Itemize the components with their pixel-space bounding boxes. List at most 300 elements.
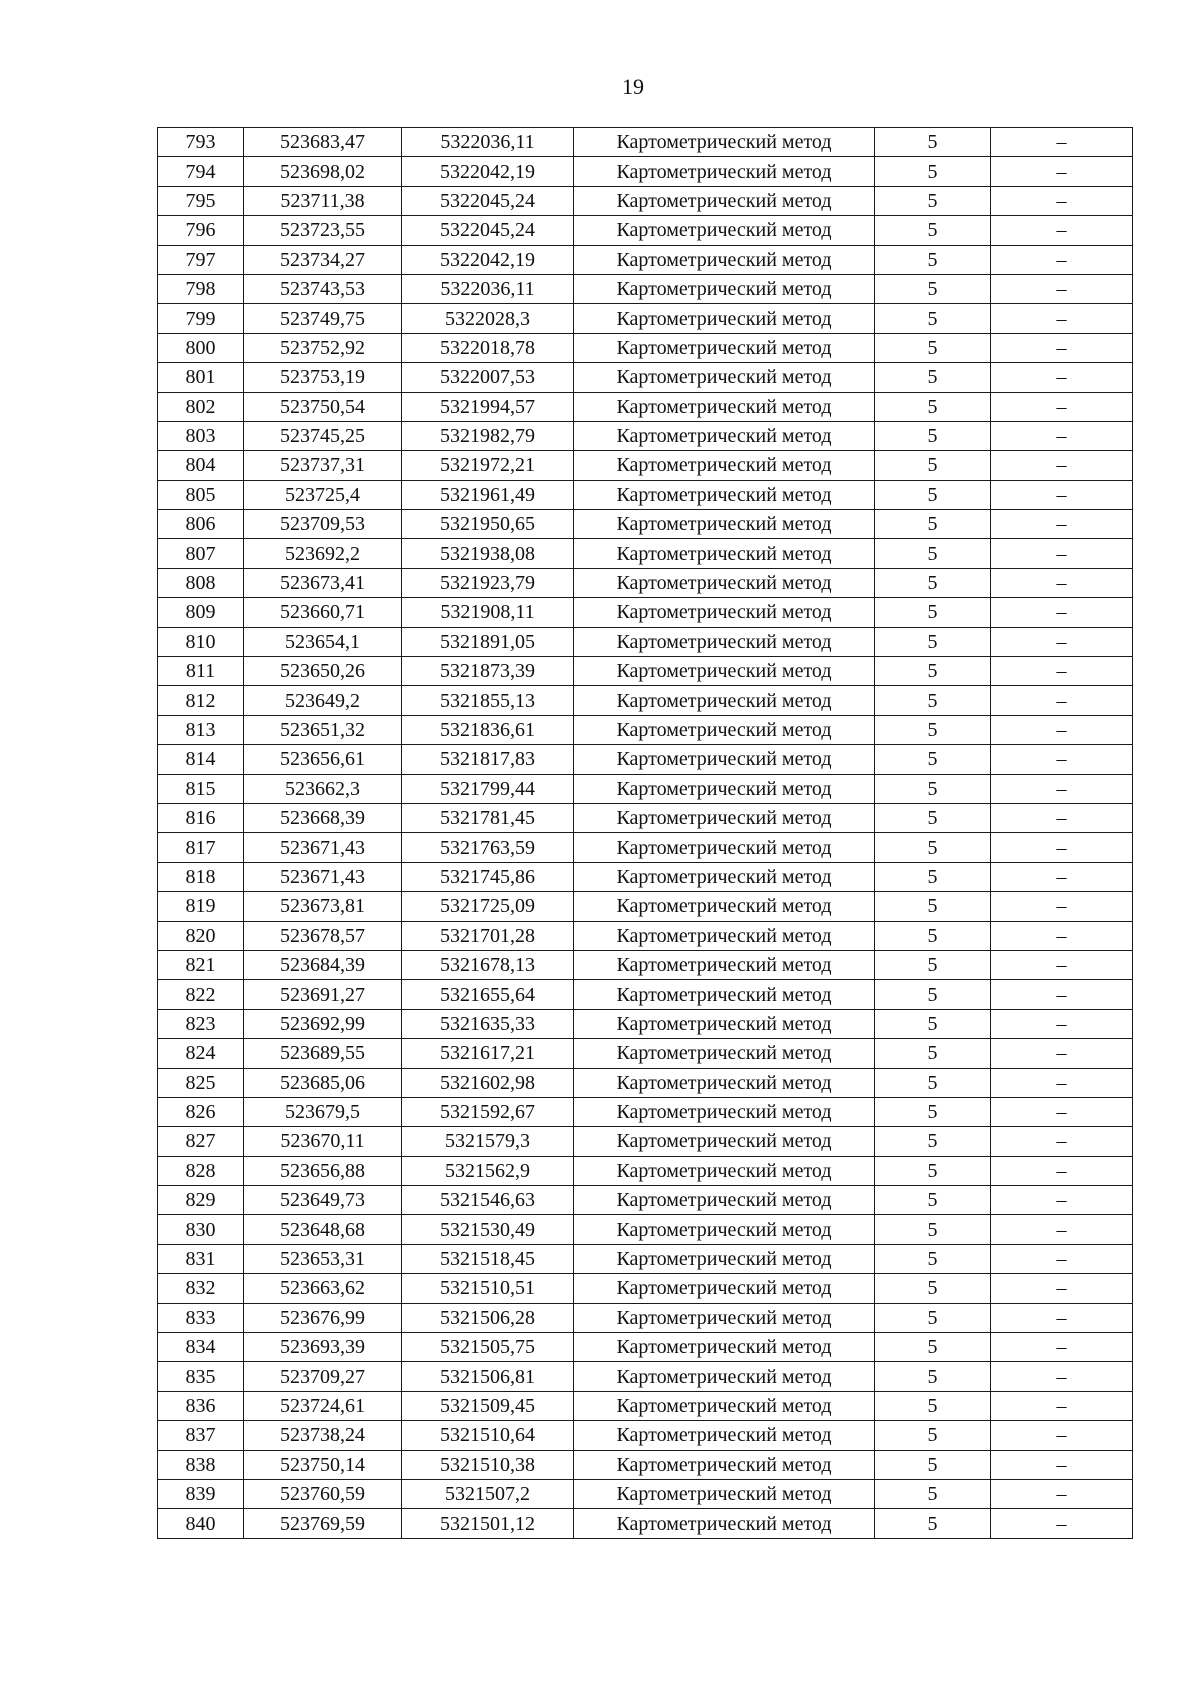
- x-coordinate-cell: 523692,99: [244, 1009, 402, 1038]
- method-cell: Картометрический метод: [574, 1303, 875, 1332]
- y-coordinate-cell: 5321579,3: [402, 1127, 574, 1156]
- x-coordinate-cell: 523650,26: [244, 657, 402, 686]
- description-cell: –: [991, 392, 1133, 421]
- description-cell: –: [991, 627, 1133, 656]
- point-number-cell: 837: [158, 1421, 244, 1450]
- point-number-cell: 813: [158, 715, 244, 744]
- y-coordinate-cell: 5321836,61: [402, 715, 574, 744]
- table-row: [158, 892, 1133, 921]
- x-coordinate-cell: 523724,61: [244, 1391, 402, 1420]
- precision-cell: 5: [875, 715, 991, 744]
- description-cell: –: [991, 568, 1133, 597]
- point-number-cell: 835: [158, 1362, 244, 1391]
- y-coordinate-cell: 5322007,53: [402, 363, 574, 392]
- method-cell: Картометрический метод: [574, 862, 875, 891]
- y-coordinate-cell: 5321518,45: [402, 1244, 574, 1273]
- point-number-cell: 804: [158, 451, 244, 480]
- y-coordinate-cell: 5322045,24: [402, 186, 574, 215]
- table-row: [158, 510, 1133, 539]
- y-coordinate-cell: 5321994,57: [402, 392, 574, 421]
- point-number-cell: 838: [158, 1450, 244, 1479]
- method-cell: Картометрический метод: [574, 186, 875, 215]
- x-coordinate-cell: 523660,71: [244, 598, 402, 627]
- x-coordinate-cell: 523656,61: [244, 745, 402, 774]
- point-number-cell: 840: [158, 1509, 244, 1538]
- y-coordinate-cell: 5321602,98: [402, 1068, 574, 1097]
- method-cell: Картометрический метод: [574, 539, 875, 568]
- table-row: [158, 333, 1133, 362]
- point-number-cell: 836: [158, 1391, 244, 1420]
- table-row: [158, 274, 1133, 303]
- description-cell: –: [991, 686, 1133, 715]
- point-number-cell: 802: [158, 392, 244, 421]
- method-cell: Картометрический метод: [574, 1509, 875, 1538]
- method-cell: Картометрический метод: [574, 627, 875, 656]
- y-coordinate-cell: 5321510,38: [402, 1450, 574, 1479]
- table-row: [158, 1303, 1133, 1332]
- table-row: [158, 774, 1133, 803]
- y-coordinate-cell: 5321592,67: [402, 1097, 574, 1126]
- point-number-cell: 814: [158, 745, 244, 774]
- description-cell: –: [991, 950, 1133, 979]
- x-coordinate-cell: 523692,2: [244, 539, 402, 568]
- method-cell: Картометрический метод: [574, 1274, 875, 1303]
- x-coordinate-cell: 523673,81: [244, 892, 402, 921]
- y-coordinate-cell: 5321510,51: [402, 1274, 574, 1303]
- y-coordinate-cell: 5321655,64: [402, 980, 574, 1009]
- y-coordinate-cell: 5321891,05: [402, 627, 574, 656]
- description-cell: –: [991, 1450, 1133, 1479]
- precision-cell: 5: [875, 1450, 991, 1479]
- point-number-cell: 829: [158, 1186, 244, 1215]
- point-number-cell: 833: [158, 1303, 244, 1332]
- description-cell: –: [991, 304, 1133, 333]
- precision-cell: 5: [875, 921, 991, 950]
- point-number-cell: 815: [158, 774, 244, 803]
- method-cell: Картометрический метод: [574, 274, 875, 303]
- x-coordinate-cell: 523691,27: [244, 980, 402, 1009]
- description-cell: –: [991, 715, 1133, 744]
- precision-cell: 5: [875, 1421, 991, 1450]
- method-cell: Картометрический метод: [574, 715, 875, 744]
- precision-cell: 5: [875, 186, 991, 215]
- table-row: [158, 1450, 1133, 1479]
- description-cell: –: [991, 1186, 1133, 1215]
- method-cell: Картометрический метод: [574, 657, 875, 686]
- method-cell: Картометрический метод: [574, 392, 875, 421]
- y-coordinate-cell: 5321725,09: [402, 892, 574, 921]
- x-coordinate-cell: 523753,19: [244, 363, 402, 392]
- page-number: 19: [622, 74, 644, 99]
- precision-cell: 5: [875, 1303, 991, 1332]
- description-cell: –: [991, 451, 1133, 480]
- point-number-cell: 828: [158, 1156, 244, 1185]
- description-cell: –: [991, 245, 1133, 274]
- description-cell: –: [991, 598, 1133, 627]
- precision-cell: 5: [875, 950, 991, 979]
- x-coordinate-cell: 523648,68: [244, 1215, 402, 1244]
- x-coordinate-cell: 523662,3: [244, 774, 402, 803]
- x-coordinate-cell: 523668,39: [244, 803, 402, 832]
- x-coordinate-cell: 523670,11: [244, 1127, 402, 1156]
- x-coordinate-cell: 523685,06: [244, 1068, 402, 1097]
- y-coordinate-cell: 5322018,78: [402, 333, 574, 362]
- description-cell: –: [991, 1127, 1133, 1156]
- table-row: [158, 1068, 1133, 1097]
- precision-cell: 5: [875, 598, 991, 627]
- y-coordinate-cell: 5321961,49: [402, 480, 574, 509]
- table-row: [158, 539, 1133, 568]
- method-cell: Картометрический метод: [574, 1479, 875, 1508]
- description-cell: –: [991, 480, 1133, 509]
- point-number-cell: 810: [158, 627, 244, 656]
- y-coordinate-cell: 5321509,45: [402, 1391, 574, 1420]
- table-row: [158, 1127, 1133, 1156]
- x-coordinate-cell: 523649,73: [244, 1186, 402, 1215]
- x-coordinate-cell: 523709,27: [244, 1362, 402, 1391]
- table-row: [158, 304, 1133, 333]
- table-row: [158, 686, 1133, 715]
- y-coordinate-cell: 5321506,81: [402, 1362, 574, 1391]
- y-coordinate-cell: 5321678,13: [402, 950, 574, 979]
- table-row: [158, 451, 1133, 480]
- precision-cell: 5: [875, 1362, 991, 1391]
- point-number-cell: 798: [158, 274, 244, 303]
- precision-cell: 5: [875, 1156, 991, 1185]
- y-coordinate-cell: 5321546,63: [402, 1186, 574, 1215]
- y-coordinate-cell: 5321510,64: [402, 1421, 574, 1450]
- x-coordinate-cell: 523745,25: [244, 421, 402, 450]
- description-cell: –: [991, 833, 1133, 862]
- x-coordinate-cell: 523723,55: [244, 216, 402, 245]
- table-row: [158, 1274, 1133, 1303]
- point-number-cell: 799: [158, 304, 244, 333]
- x-coordinate-cell: 523725,4: [244, 480, 402, 509]
- precision-cell: 5: [875, 128, 991, 157]
- precision-cell: 5: [875, 274, 991, 303]
- description-cell: –: [991, 1156, 1133, 1185]
- description-cell: –: [991, 862, 1133, 891]
- method-cell: Картометрический метод: [574, 216, 875, 245]
- description-cell: –: [991, 274, 1133, 303]
- point-number-cell: 811: [158, 657, 244, 686]
- point-number-cell: 818: [158, 862, 244, 891]
- precision-cell: 5: [875, 1333, 991, 1362]
- table-row: [158, 1244, 1133, 1273]
- table-row: [158, 657, 1133, 686]
- table-row: [158, 862, 1133, 891]
- x-coordinate-cell: 523678,57: [244, 921, 402, 950]
- table-row: [158, 1186, 1133, 1215]
- method-cell: Картометрический метод: [574, 1186, 875, 1215]
- table-row: [158, 1509, 1133, 1538]
- point-number-cell: 809: [158, 598, 244, 627]
- point-number-cell: 807: [158, 539, 244, 568]
- precision-cell: 5: [875, 627, 991, 656]
- point-number-cell: 805: [158, 480, 244, 509]
- table-row: [158, 480, 1133, 509]
- x-coordinate-cell: 523683,47: [244, 128, 402, 157]
- description-cell: –: [991, 421, 1133, 450]
- point-number-cell: 825: [158, 1068, 244, 1097]
- y-coordinate-cell: 5321507,2: [402, 1479, 574, 1508]
- description-cell: –: [991, 657, 1133, 686]
- point-number-cell: 832: [158, 1274, 244, 1303]
- y-coordinate-cell: 5321873,39: [402, 657, 574, 686]
- x-coordinate-cell: 523654,1: [244, 627, 402, 656]
- method-cell: Картометрический метод: [574, 774, 875, 803]
- point-number-cell: 803: [158, 421, 244, 450]
- table-row: [158, 1333, 1133, 1362]
- x-coordinate-cell: 523671,43: [244, 862, 402, 891]
- y-coordinate-cell: 5321923,79: [402, 568, 574, 597]
- x-coordinate-cell: 523671,43: [244, 833, 402, 862]
- description-cell: –: [991, 1303, 1133, 1332]
- method-cell: Картометрический метод: [574, 686, 875, 715]
- method-cell: Картометрический метод: [574, 1215, 875, 1244]
- description-cell: –: [991, 1333, 1133, 1362]
- x-coordinate-cell: 523679,5: [244, 1097, 402, 1126]
- point-number-cell: 820: [158, 921, 244, 950]
- description-cell: –: [991, 803, 1133, 832]
- y-coordinate-cell: 5321701,28: [402, 921, 574, 950]
- precision-cell: 5: [875, 568, 991, 597]
- x-coordinate-cell: 523750,54: [244, 392, 402, 421]
- method-cell: Картометрический метод: [574, 1333, 875, 1362]
- precision-cell: 5: [875, 892, 991, 921]
- x-coordinate-cell: 523676,99: [244, 1303, 402, 1332]
- precision-cell: 5: [875, 1039, 991, 1068]
- table-row: [158, 745, 1133, 774]
- y-coordinate-cell: 5321745,86: [402, 862, 574, 891]
- y-coordinate-cell: 5321505,75: [402, 1333, 574, 1362]
- description-cell: –: [991, 1362, 1133, 1391]
- table-row: [158, 568, 1133, 597]
- method-cell: Картометрический метод: [574, 568, 875, 597]
- x-coordinate-cell: 523749,75: [244, 304, 402, 333]
- description-cell: –: [991, 363, 1133, 392]
- table-row: [158, 363, 1133, 392]
- table-row: [158, 921, 1133, 950]
- x-coordinate-cell: 523760,59: [244, 1479, 402, 1508]
- table-row: [158, 392, 1133, 421]
- description-cell: –: [991, 157, 1133, 186]
- description-cell: –: [991, 1421, 1133, 1450]
- y-coordinate-cell: 5322036,11: [402, 274, 574, 303]
- point-number-cell: 819: [158, 892, 244, 921]
- method-cell: Картометрический метод: [574, 480, 875, 509]
- point-number-cell: 834: [158, 1333, 244, 1362]
- x-coordinate-cell: 523649,2: [244, 686, 402, 715]
- y-coordinate-cell: 5322036,11: [402, 128, 574, 157]
- method-cell: Картометрический метод: [574, 1421, 875, 1450]
- precision-cell: 5: [875, 539, 991, 568]
- x-coordinate-cell: 523743,53: [244, 274, 402, 303]
- point-number-cell: 821: [158, 950, 244, 979]
- y-coordinate-cell: 5321908,11: [402, 598, 574, 627]
- description-cell: –: [991, 921, 1133, 950]
- table-row: [158, 1391, 1133, 1420]
- precision-cell: 5: [875, 686, 991, 715]
- description-cell: –: [991, 1068, 1133, 1097]
- precision-cell: 5: [875, 745, 991, 774]
- method-cell: Картометрический метод: [574, 157, 875, 186]
- precision-cell: 5: [875, 803, 991, 832]
- y-coordinate-cell: 5321950,65: [402, 510, 574, 539]
- description-cell: –: [991, 1244, 1133, 1273]
- y-coordinate-cell: 5322045,24: [402, 216, 574, 245]
- precision-cell: 5: [875, 1186, 991, 1215]
- description-cell: –: [991, 186, 1133, 215]
- x-coordinate-cell: 523663,62: [244, 1274, 402, 1303]
- x-coordinate-cell: 523737,31: [244, 451, 402, 480]
- method-cell: Картометрический метод: [574, 950, 875, 979]
- point-number-cell: 812: [158, 686, 244, 715]
- precision-cell: 5: [875, 1097, 991, 1126]
- x-coordinate-cell: 523738,24: [244, 1421, 402, 1450]
- method-cell: Картометрический метод: [574, 1097, 875, 1126]
- table-row: [158, 1097, 1133, 1126]
- x-coordinate-cell: 523689,55: [244, 1039, 402, 1068]
- coordinates-table-body: [158, 128, 1133, 1539]
- precision-cell: 5: [875, 1391, 991, 1420]
- x-coordinate-cell: 523750,14: [244, 1450, 402, 1479]
- table-row: [158, 715, 1133, 744]
- method-cell: Картометрический метод: [574, 1391, 875, 1420]
- precision-cell: 5: [875, 451, 991, 480]
- table-row: [158, 627, 1133, 656]
- table-row: [158, 421, 1133, 450]
- x-coordinate-cell: 523673,41: [244, 568, 402, 597]
- point-number-cell: 797: [158, 245, 244, 274]
- point-number-cell: 796: [158, 216, 244, 245]
- description-cell: –: [991, 1274, 1133, 1303]
- method-cell: Картометрический метод: [574, 245, 875, 274]
- table-row: [158, 803, 1133, 832]
- method-cell: Картометрический метод: [574, 333, 875, 362]
- description-cell: –: [991, 1215, 1133, 1244]
- precision-cell: 5: [875, 1479, 991, 1508]
- method-cell: Картометрический метод: [574, 598, 875, 627]
- x-coordinate-cell: 523769,59: [244, 1509, 402, 1538]
- coordinates-table: [157, 127, 1133, 1539]
- description-cell: –: [991, 333, 1133, 362]
- point-number-cell: 801: [158, 363, 244, 392]
- x-coordinate-cell: 523651,32: [244, 715, 402, 744]
- point-number-cell: 806: [158, 510, 244, 539]
- precision-cell: 5: [875, 363, 991, 392]
- y-coordinate-cell: 5322028,3: [402, 304, 574, 333]
- method-cell: Картометрический метод: [574, 1009, 875, 1038]
- point-number-cell: 823: [158, 1009, 244, 1038]
- method-cell: Картометрический метод: [574, 304, 875, 333]
- method-cell: Картометрический метод: [574, 833, 875, 862]
- table-row: [158, 245, 1133, 274]
- description-cell: –: [991, 216, 1133, 245]
- y-coordinate-cell: 5321855,13: [402, 686, 574, 715]
- point-number-cell: 827: [158, 1127, 244, 1156]
- precision-cell: 5: [875, 216, 991, 245]
- description-cell: –: [991, 745, 1133, 774]
- precision-cell: 5: [875, 304, 991, 333]
- y-coordinate-cell: 5321501,12: [402, 1509, 574, 1538]
- point-number-cell: 794: [158, 157, 244, 186]
- method-cell: Картометрический метод: [574, 128, 875, 157]
- table-row: [158, 1156, 1133, 1185]
- table-row: [158, 980, 1133, 1009]
- precision-cell: 5: [875, 1215, 991, 1244]
- x-coordinate-cell: 523656,88: [244, 1156, 402, 1185]
- y-coordinate-cell: 5321982,79: [402, 421, 574, 450]
- table-row: [158, 950, 1133, 979]
- x-coordinate-cell: 523734,27: [244, 245, 402, 274]
- point-number-cell: 817: [158, 833, 244, 862]
- y-coordinate-cell: 5321763,59: [402, 833, 574, 862]
- point-number-cell: 839: [158, 1479, 244, 1508]
- y-coordinate-cell: 5321617,21: [402, 1039, 574, 1068]
- description-cell: –: [991, 128, 1133, 157]
- description-cell: –: [991, 892, 1133, 921]
- precision-cell: 5: [875, 245, 991, 274]
- y-coordinate-cell: 5321972,21: [402, 451, 574, 480]
- point-number-cell: 824: [158, 1039, 244, 1068]
- precision-cell: 5: [875, 1127, 991, 1156]
- method-cell: Картометрический метод: [574, 1156, 875, 1185]
- description-cell: –: [991, 1509, 1133, 1538]
- precision-cell: 5: [875, 1068, 991, 1097]
- table-row: [158, 598, 1133, 627]
- method-cell: Картометрический метод: [574, 421, 875, 450]
- x-coordinate-cell: 523709,53: [244, 510, 402, 539]
- table-row: [158, 1362, 1133, 1391]
- table-row: [158, 1215, 1133, 1244]
- y-coordinate-cell: 5321938,08: [402, 539, 574, 568]
- description-cell: –: [991, 1097, 1133, 1126]
- table-row: [158, 186, 1133, 215]
- table-row: [158, 1039, 1133, 1068]
- description-cell: –: [991, 539, 1133, 568]
- y-coordinate-cell: 5321506,28: [402, 1303, 574, 1332]
- method-cell: Картометрический метод: [574, 1244, 875, 1273]
- precision-cell: 5: [875, 333, 991, 362]
- method-cell: Картометрический метод: [574, 1450, 875, 1479]
- table-row: [158, 1479, 1133, 1508]
- y-coordinate-cell: 5321781,45: [402, 803, 574, 832]
- y-coordinate-cell: 5322042,19: [402, 157, 574, 186]
- method-cell: Картометрический метод: [574, 1127, 875, 1156]
- point-number-cell: 800: [158, 333, 244, 362]
- precision-cell: 5: [875, 1274, 991, 1303]
- x-coordinate-cell: 523693,39: [244, 1333, 402, 1362]
- precision-cell: 5: [875, 862, 991, 891]
- y-coordinate-cell: 5321635,33: [402, 1009, 574, 1038]
- description-cell: –: [991, 1391, 1133, 1420]
- point-number-cell: 822: [158, 980, 244, 1009]
- method-cell: Картометрический метод: [574, 921, 875, 950]
- description-cell: –: [991, 980, 1133, 1009]
- method-cell: Картометрический метод: [574, 1068, 875, 1097]
- y-coordinate-cell: 5321799,44: [402, 774, 574, 803]
- method-cell: Картометрический метод: [574, 1362, 875, 1391]
- precision-cell: 5: [875, 657, 991, 686]
- table-row: [158, 1421, 1133, 1450]
- precision-cell: 5: [875, 510, 991, 539]
- description-cell: –: [991, 1039, 1133, 1068]
- description-cell: –: [991, 1009, 1133, 1038]
- precision-cell: 5: [875, 1244, 991, 1273]
- description-cell: –: [991, 1479, 1133, 1508]
- point-number-cell: 795: [158, 186, 244, 215]
